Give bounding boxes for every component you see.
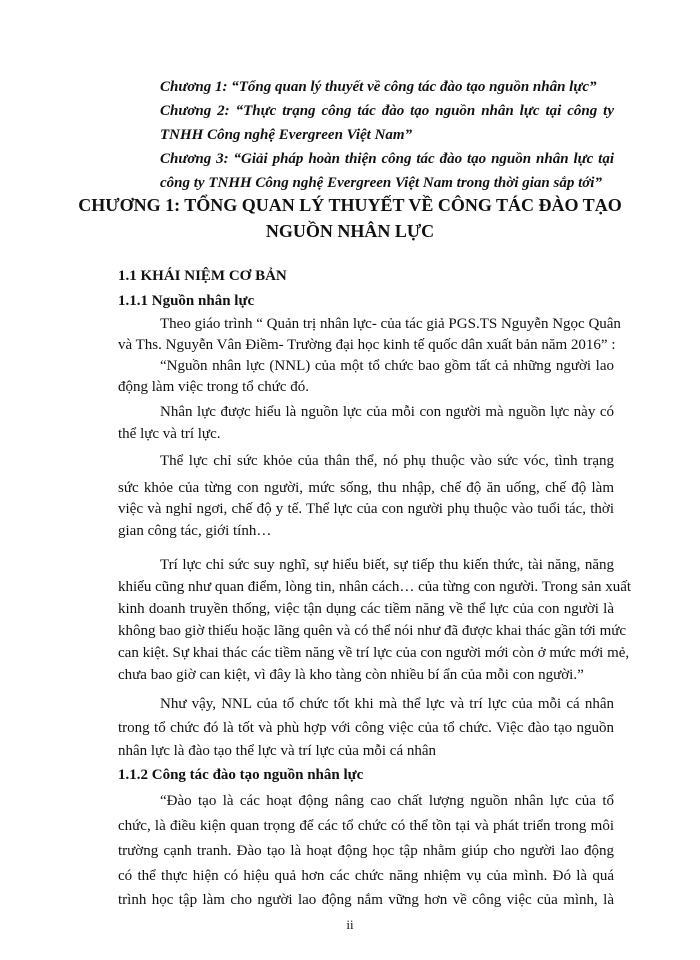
paragraph-line: việc và nghỉ ngơi, chế độ y tế. Thể lực của con người phụ thuộc vào tuổi tác, thời xyxy=(118,501,614,517)
chapter-3-summary-cont: công ty TNHH Công nghệ Evergreen Việt Nam trong thời gian sắp tới” xyxy=(160,175,602,191)
section-heading-1-1: 1.1 KHÁI NIỆM CƠ BẢN xyxy=(118,268,287,284)
chapter-title-cont: NGUỒN NHÂN LỰC xyxy=(265,221,435,241)
paragraph-line: Trí lực chỉ sức suy nghĩ, sự hiểu biết, sự tiếp thu kiến thức, tài năng, năng xyxy=(160,557,614,573)
paragraph-line: Thể lực chỉ sức khỏe của thân thể, nó phụ thuộc vào sức vóc, tình trạng xyxy=(160,453,614,469)
paragraph-line: chức, là điều kiện quan trọng để các tổ chức có thể tồn tại và phát triển trong môi xyxy=(118,818,614,834)
page-number: ii xyxy=(346,917,354,932)
paragraph-line: sức khỏe của từng con người, mức sống, thu nhập, chế độ ăn uống, chế độ làm xyxy=(118,480,614,496)
chapter-1-summary: Chương 1: “Tổng quan lý thuyết về công tác đào tạo nguồn nhân lực” xyxy=(160,79,597,95)
section-heading-1-1-1: 1.1.1 Nguồn nhân lực xyxy=(118,293,255,309)
paragraph-line: chưa bao giờ can kiệt, vì đây là kho tàng còn nhiều bí ẩn của mỗi con người.” xyxy=(118,667,584,683)
paragraph-line: “Nguồn nhân lực (NNL) của một tổ chức bao gồm tất cả những người lao xyxy=(160,358,614,374)
paragraph-line: không bao giờ thiếu hoặc lãng quên và có thể nói như đã được khai thác gần tới mức xyxy=(118,623,627,639)
paragraph-line: trình học tập làm cho người lao động nắm vững hơn về công việc của mình, là xyxy=(118,892,614,908)
chapter-3-summary: Chương 3: “Giải pháp hoàn thiện công tác đào tạo nguồn nhân lực tại xyxy=(160,151,614,167)
section-heading-1-1-2: 1.1.2 Công tác đào tạo nguồn nhân lực xyxy=(118,767,364,783)
paragraph-line: thể lực và trí lực. xyxy=(118,426,221,442)
paragraph-line: “Đào tạo là các hoạt động nâng cao chất lượng nguồn nhân lực của tổ xyxy=(160,793,614,809)
paragraph-line: trường cạnh tranh. Đào tạo là hoạt động học tập nhằm giúp cho người lao động xyxy=(118,843,614,859)
chapter-2-summary-cont: TNHH Công nghệ Evergreen Việt Nam” xyxy=(160,127,413,143)
paragraph-line: có thể thực hiện có hiệu quả hơn các chức năng nhiệm vụ của mình. Đó là quá xyxy=(118,868,614,884)
paragraph-line: nhân lực là đào tạo thể lực và trí lực của mỗi cá nhân xyxy=(118,743,437,759)
chapter-2-summary: Chương 2: “Thực trạng công tác đào tạo nguồn nhân lực tại công ty xyxy=(160,103,614,119)
paragraph-line: can kiệt. Sự khai thác các tiềm năng về trí lực của con người mới còn ở mức mới mẻ, xyxy=(118,645,630,661)
paragraph-line: động làm việc trong tổ chức đó. xyxy=(118,379,310,395)
paragraph-line: gian công tác, giới tính… xyxy=(118,523,272,539)
chapter-title: CHƯƠNG 1: TỔNG QUAN LÝ THUYẾT VỀ CÔNG TÁC ĐÀO TẠO xyxy=(78,195,622,215)
paragraph-line: kinh doanh truyền thống, việc tận dụng các tiềm năng về thể lực của con người là xyxy=(118,601,614,617)
paragraph-line: trong tổ chức đó là tốt và phù hợp với công việc của tổ chức. Việc đào tạo nguồn xyxy=(118,720,614,736)
paragraph-line: Theo giáo trình “ Quản trị nhân lực- của tác giả PGS.TS Nguyễn Ngọc Quân xyxy=(160,316,621,332)
paragraph-line: khiếu cũng như quan điểm, lòng tin, nhân cách… của từng con người. Trong sản xuất xyxy=(118,579,632,595)
paragraph-line: Nhân lực được hiểu là nguồn lực của mỗi con người mà nguồn lực này có xyxy=(160,404,614,420)
paragraph-line: và Ths. Nguyễn Vân Điềm- Trường đại học kinh tế quốc dân xuất bản năm 2016” : xyxy=(118,337,616,353)
paragraph-line: Như vậy, NNL của tổ chức tốt khi mà thể lực và trí lực của mỗi cá nhân xyxy=(160,696,614,712)
